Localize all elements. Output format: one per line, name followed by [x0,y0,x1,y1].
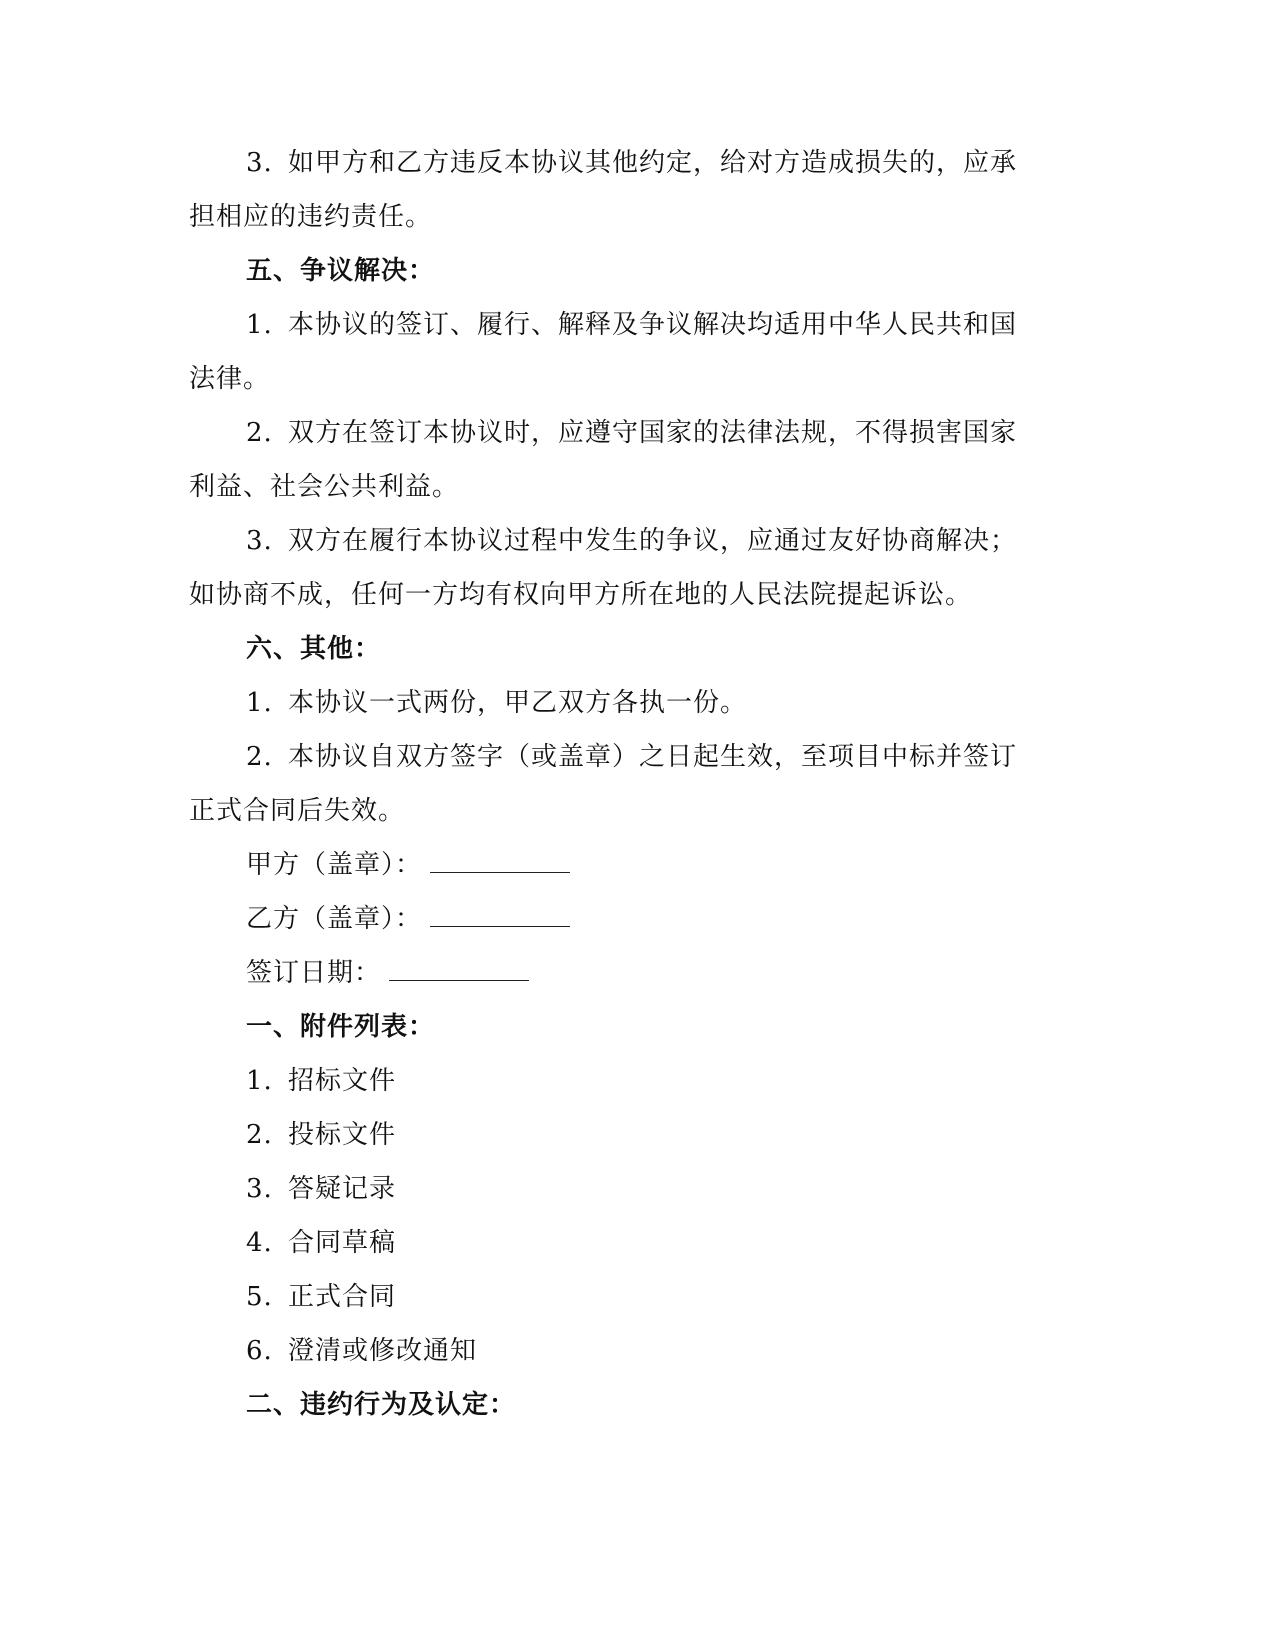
paragraph-continuation: 担相应的违约责任。 [189,202,433,232]
item-number: 1. [246,688,273,718]
item-number: 4. [246,1228,273,1258]
section-heading-attachments: 一、附件列表： [246,1012,436,1042]
list-item-text: 答疑记录 [288,1174,397,1204]
paragraph-continuation: 利益、社会公共利益。 [189,472,460,502]
paragraph-continuation: 正式合同后失效。 [189,796,406,826]
list-item [246,1172,396,1206]
paragraph-text: 双方在履行本协议过程中发生的争议，应通过友好协商解决； [288,526,1018,556]
signature-blank[interactable] [430,850,570,873]
list-item [246,1226,396,1260]
list-item [246,1064,396,1098]
list-item [246,1118,396,1152]
item-number: 2. [246,418,273,448]
signature-party-b [246,902,570,936]
list-item [246,1280,396,1314]
item-number: 3. [246,1174,273,1204]
list-item [246,1334,477,1368]
signature-label: 甲方（盖章）： [246,850,423,880]
section-heading-dispute: 五、争议解决： [246,256,436,286]
list-item-text: 澄清或修改通知 [288,1336,478,1366]
list-item-text: 合同草稿 [288,1228,397,1258]
list-item-text: 招标文件 [288,1066,397,1096]
date-blank[interactable] [389,958,529,981]
paragraph-continuation: 如协商不成，任何一方均有权向甲方所在地的人民法院提起诉讼。 [189,580,973,610]
list-item-text: 投标文件 [288,1120,397,1150]
item-number: 2. [246,742,273,772]
paragraph-continuation: 法律。 [189,364,271,394]
paragraph-text: 本协议的签订、履行、解释及争议解决均适用中华人民共和国 [288,310,1018,340]
signature-date [246,956,529,990]
item-number: 1. [246,1066,273,1096]
list-item-text: 正式合同 [288,1282,397,1312]
section-heading-other: 六、其他： [246,634,382,664]
signature-party-a [246,848,570,882]
signature-blank[interactable] [430,904,570,927]
paragraph-text: 本协议一式两份，甲乙双方各执一份。 [288,688,748,718]
item-number: 6. [246,1336,273,1366]
signature-label: 乙方（盖章）： [246,904,423,934]
paragraph-dispute-1 [246,308,1017,342]
item-number: 1. [246,310,273,340]
paragraph-dispute-3 [246,524,1017,558]
paragraph-text: 本协议自双方签字（或盖章）之日起生效，至项目中标并签订 [288,742,1018,772]
signature-label: 签订日期： [246,958,382,988]
item-number: 3. [246,148,273,178]
section-heading-breach: 二、违约行为及认定： [246,1390,517,1420]
item-number: 2. [246,1120,273,1150]
item-number: 3. [246,526,273,556]
paragraph-dispute-2 [246,416,1017,450]
paragraph-other-1 [246,686,747,720]
paragraph-violation-3 [246,146,1017,180]
paragraph-text: 如甲方和乙方违反本协议其他约定，给对方造成损失的，应承 [288,148,1018,178]
paragraph-text: 双方在签订本协议时，应遵守国家的法律法规，不得损害国家 [288,418,1018,448]
item-number: 5. [246,1282,273,1312]
paragraph-other-2 [246,740,1017,774]
